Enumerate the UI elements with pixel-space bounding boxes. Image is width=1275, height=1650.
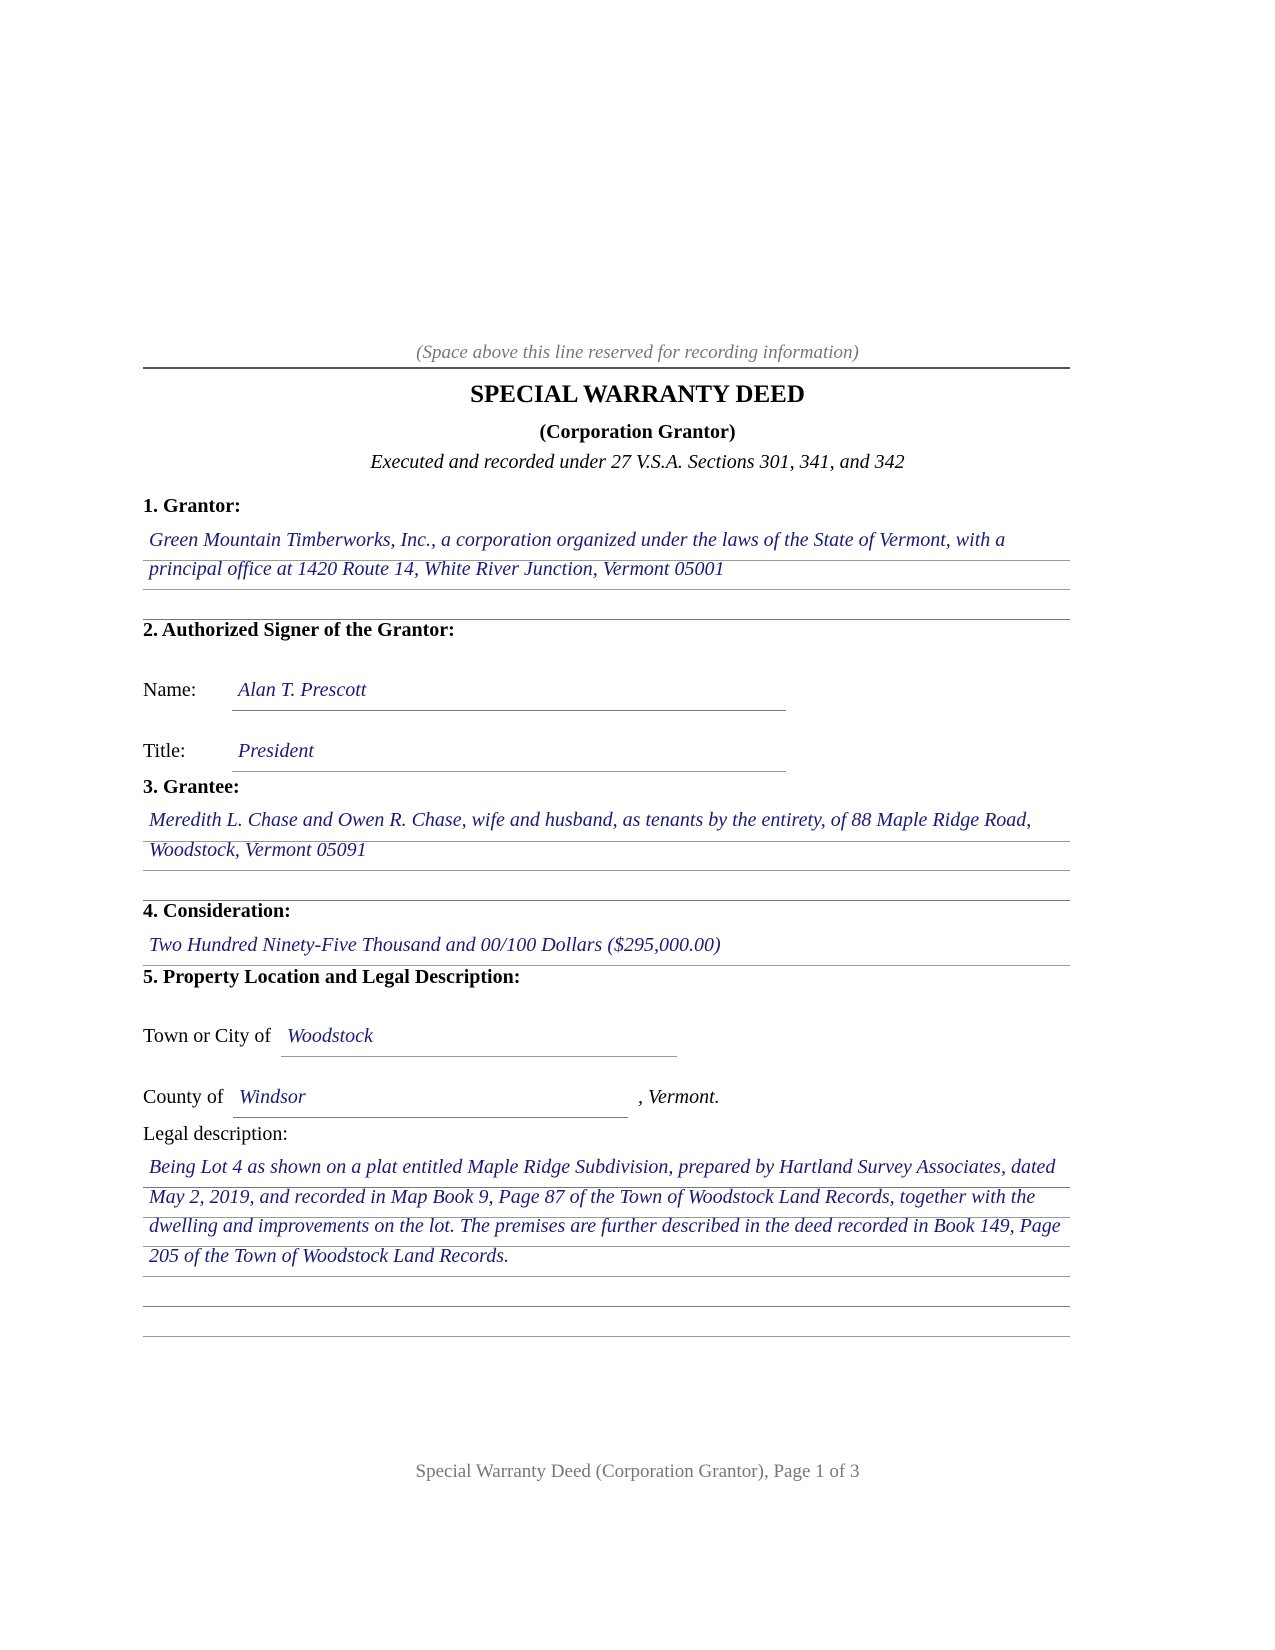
legal-line-2[interactable]: May 2, 2019, and recorded in Map Book 9, Page 87 of the Town of Woodstock Land Records, together with the	[149, 1186, 1036, 1208]
statute-note: Executed and recorded under 27 V.S.A. Sections 301, 341, and 342	[370, 451, 905, 473]
recording-divider	[143, 367, 1070, 369]
grantor-line-1[interactable]: Green Mountain Timberworks, Inc., a corporation organized under the laws of the State of Vermont, with a	[149, 529, 1006, 551]
grantor-line-2[interactable]: principal office at 1420 Route 14, White River Junction, Vermont 05001	[149, 558, 725, 580]
signer-heading: 2. Authorized Signer of the Grantor:	[143, 619, 455, 641]
recording-note: (Space above this line reserved for recording information)	[416, 342, 859, 363]
property-heading: 5. Property Location and Legal Description:	[143, 966, 521, 988]
county-label: County of	[143, 1086, 224, 1108]
legal-underline-6	[143, 1336, 1070, 1337]
consideration-field[interactable]: Two Hundred Ninety-Five Thousand and 00/100 Dollars ($295,000.00)	[149, 934, 721, 956]
signer-title-underline	[232, 771, 786, 772]
county-underline	[233, 1117, 628, 1118]
signer-title-field[interactable]: President	[238, 740, 314, 762]
county-field[interactable]: Windsor	[239, 1086, 306, 1108]
legal-line-3[interactable]: dwelling and improvements on the lot. The premises are further described in the deed recorded in Book 149, Page	[149, 1215, 1061, 1237]
grantee-underline-2	[143, 870, 1070, 871]
consideration-heading: 4. Consideration:	[143, 900, 291, 922]
town-underline	[281, 1056, 677, 1057]
signer-name-underline	[232, 710, 786, 711]
signer-name-field[interactable]: Alan T. Prescott	[238, 679, 367, 701]
grantee-heading: 3. Grantee:	[143, 776, 240, 798]
signer-name-label: Name:	[143, 679, 197, 701]
legal-description-label: Legal description:	[143, 1123, 288, 1145]
legal-underline-5	[143, 1306, 1070, 1307]
page-footer: Special Warranty Deed (Corporation Grantor), Page 1 of 3	[415, 1461, 860, 1482]
legal-underline-4	[143, 1276, 1070, 1277]
town-label: Town or City of	[143, 1025, 272, 1047]
grantor-heading: 1. Grantor:	[143, 495, 241, 517]
state-suffix: , Vermont.	[638, 1086, 720, 1108]
document-title: SPECIAL WARRANTY DEED	[470, 381, 805, 408]
grantee-line-1[interactable]: Meredith L. Chase and Owen R. Chase, wife and husband, as tenants by the entirety, of 88 Maple Ridge Road,	[149, 809, 1032, 831]
legal-line-4[interactable]: 205 of the Town of Woodstock Land Records.	[149, 1245, 510, 1267]
legal-line-1[interactable]: Being Lot 4 as shown on a plat entitled Maple Ridge Subdivision, prepared by Hartland Survey Associates, dated	[149, 1156, 1056, 1178]
document-subtitle: (Corporation Grantor)	[539, 421, 736, 443]
signer-title-label: Title:	[143, 740, 186, 762]
grantor-underline-2	[143, 589, 1070, 590]
town-field[interactable]: Woodstock	[287, 1025, 373, 1047]
grantee-line-2[interactable]: Woodstock, Vermont 05091	[149, 839, 367, 861]
